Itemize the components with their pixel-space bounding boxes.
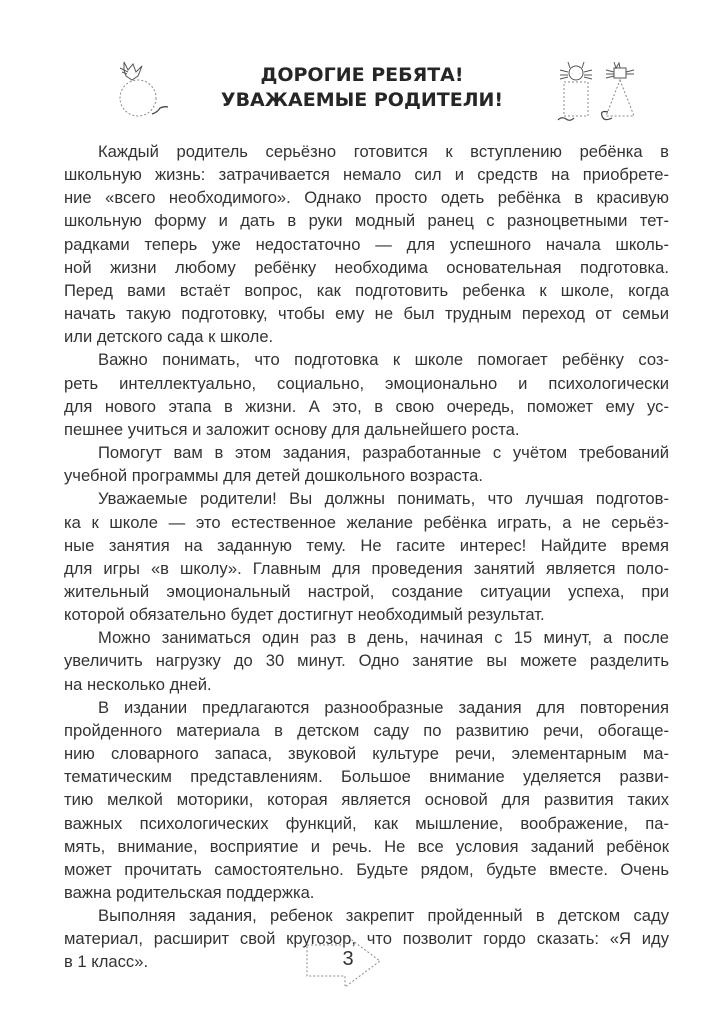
text-line: пройденного материала в детском саду по развитию речи, обогаще- — [64, 720, 669, 740]
text-line: реть интеллектуально, социально, эмоционально и психологически — [64, 373, 669, 393]
title-line-1: ДОРОГИЕ РЕБЯТА! — [260, 64, 464, 86]
paragraph-schedule — [64, 626, 669, 695]
text-line: важна родительская поддержка. — [64, 883, 315, 902]
paragraph-intro — [64, 140, 669, 348]
paragraph-importance — [64, 348, 669, 441]
text-line: пешнее учиться и заложит основу для дальнейшего роста. — [64, 419, 520, 439]
text-line: важных психологических функций, как мышление, воображение, па- — [64, 813, 669, 833]
text-line: которой обязательно будет достигнут необходимый результат. — [64, 605, 545, 625]
text-line: Перед вами встаёт вопрос, как подготовить ребенка к школе, когда — [64, 280, 669, 300]
text-line: для игры «в школу». Главным для проведения занятий является поло- — [64, 558, 669, 578]
page-footer — [300, 932, 390, 990]
text-line: для нового этапа в жизни. А это, в свою очередь, поможет ему ус- — [64, 396, 669, 416]
text-line: жительный эмоциональный настрой, создание ситуации успеха, при — [64, 581, 669, 601]
body-text — [64, 140, 669, 974]
paragraph-parents — [64, 487, 669, 626]
page-title — [0, 63, 724, 113]
text-line: ные занятия на заданную тему. Не гасите интерес! Найдите время — [64, 535, 669, 555]
text-line: в 1 класс». — [64, 952, 149, 972]
text-line: ние «всего необходимого». Однако просто одеть ребёнка в красивую — [64, 188, 669, 208]
paragraph-content — [64, 696, 669, 904]
title-line-2: УВАЖАЕМЫЕ РОДИТЕЛИ! — [220, 89, 504, 111]
text-line: школьную форму и дать в руки модный ранец с разноцветными тет- — [64, 211, 669, 231]
text-line: Важно понимать, что подготовка к школе помогает ребёнку соз- — [98, 350, 669, 370]
text-line: Выполняя задания, ребенок закрепит пройденный в детском саду — [98, 906, 669, 926]
text-line: тию мелкой моторики, которая является основой для развития таких — [64, 790, 669, 810]
text-line: Можно заниматься один раз в день, начиная с 15 минут, а после — [98, 628, 669, 648]
text-line: на несколько дней. — [64, 674, 212, 694]
text-line: ка к школе — это естественное желание ребёнка играть, а не серьёз- — [64, 512, 669, 532]
text-line: мять, внимание, восприятие и речь. Не все условия заданий ребёнок — [64, 836, 669, 856]
text-line: Помогут вам в этом задания, разработанные с учётом требований — [98, 443, 669, 463]
text-line: ной жизни любому ребёнку необходима основательная подготовка. — [64, 257, 669, 277]
text-line: В издании предлагаются разнообразные задания для повторения — [98, 697, 669, 717]
text-line: или детского сада к школе. — [64, 327, 274, 347]
text-line: учебной программы для детей дошкольного возраста. — [64, 466, 483, 486]
text-line: начать такую подготовку, чтобы ему не был трудным переход от семьи — [64, 304, 669, 324]
page-header — [0, 60, 724, 130]
text-line: радками теперь уже недостаточно — для успешного начала школь- — [64, 234, 669, 254]
text-line: Уважаемые родители! Вы должны понимать, что лучшая подготов- — [98, 489, 669, 509]
text-line: тематическим представлениям. Большое внимание уделяется разви- — [64, 767, 669, 787]
text-line: нию словарного запаса, звуковой культуре речи, элементарным ма- — [64, 744, 669, 764]
text-line: материал, расширит свой кругозор, что позволит гордо сказать: «Я иду — [64, 929, 669, 949]
text-line: Каждый родитель серьёзно готовится к вступлению ребёнка в — [98, 142, 669, 161]
text-line: может прочитать самостоятельно. Будьте рядом, будьте вместе. Очень — [64, 859, 669, 879]
text-line: увеличить нагрузку до 30 минут. Одно занятие вы можете разделить — [64, 651, 669, 671]
text-line: школьную жизнь: затрачивается немало сил и средств на приобрете- — [64, 165, 669, 185]
paragraph-tasks — [64, 441, 669, 487]
page-number: 3 — [342, 948, 354, 970]
